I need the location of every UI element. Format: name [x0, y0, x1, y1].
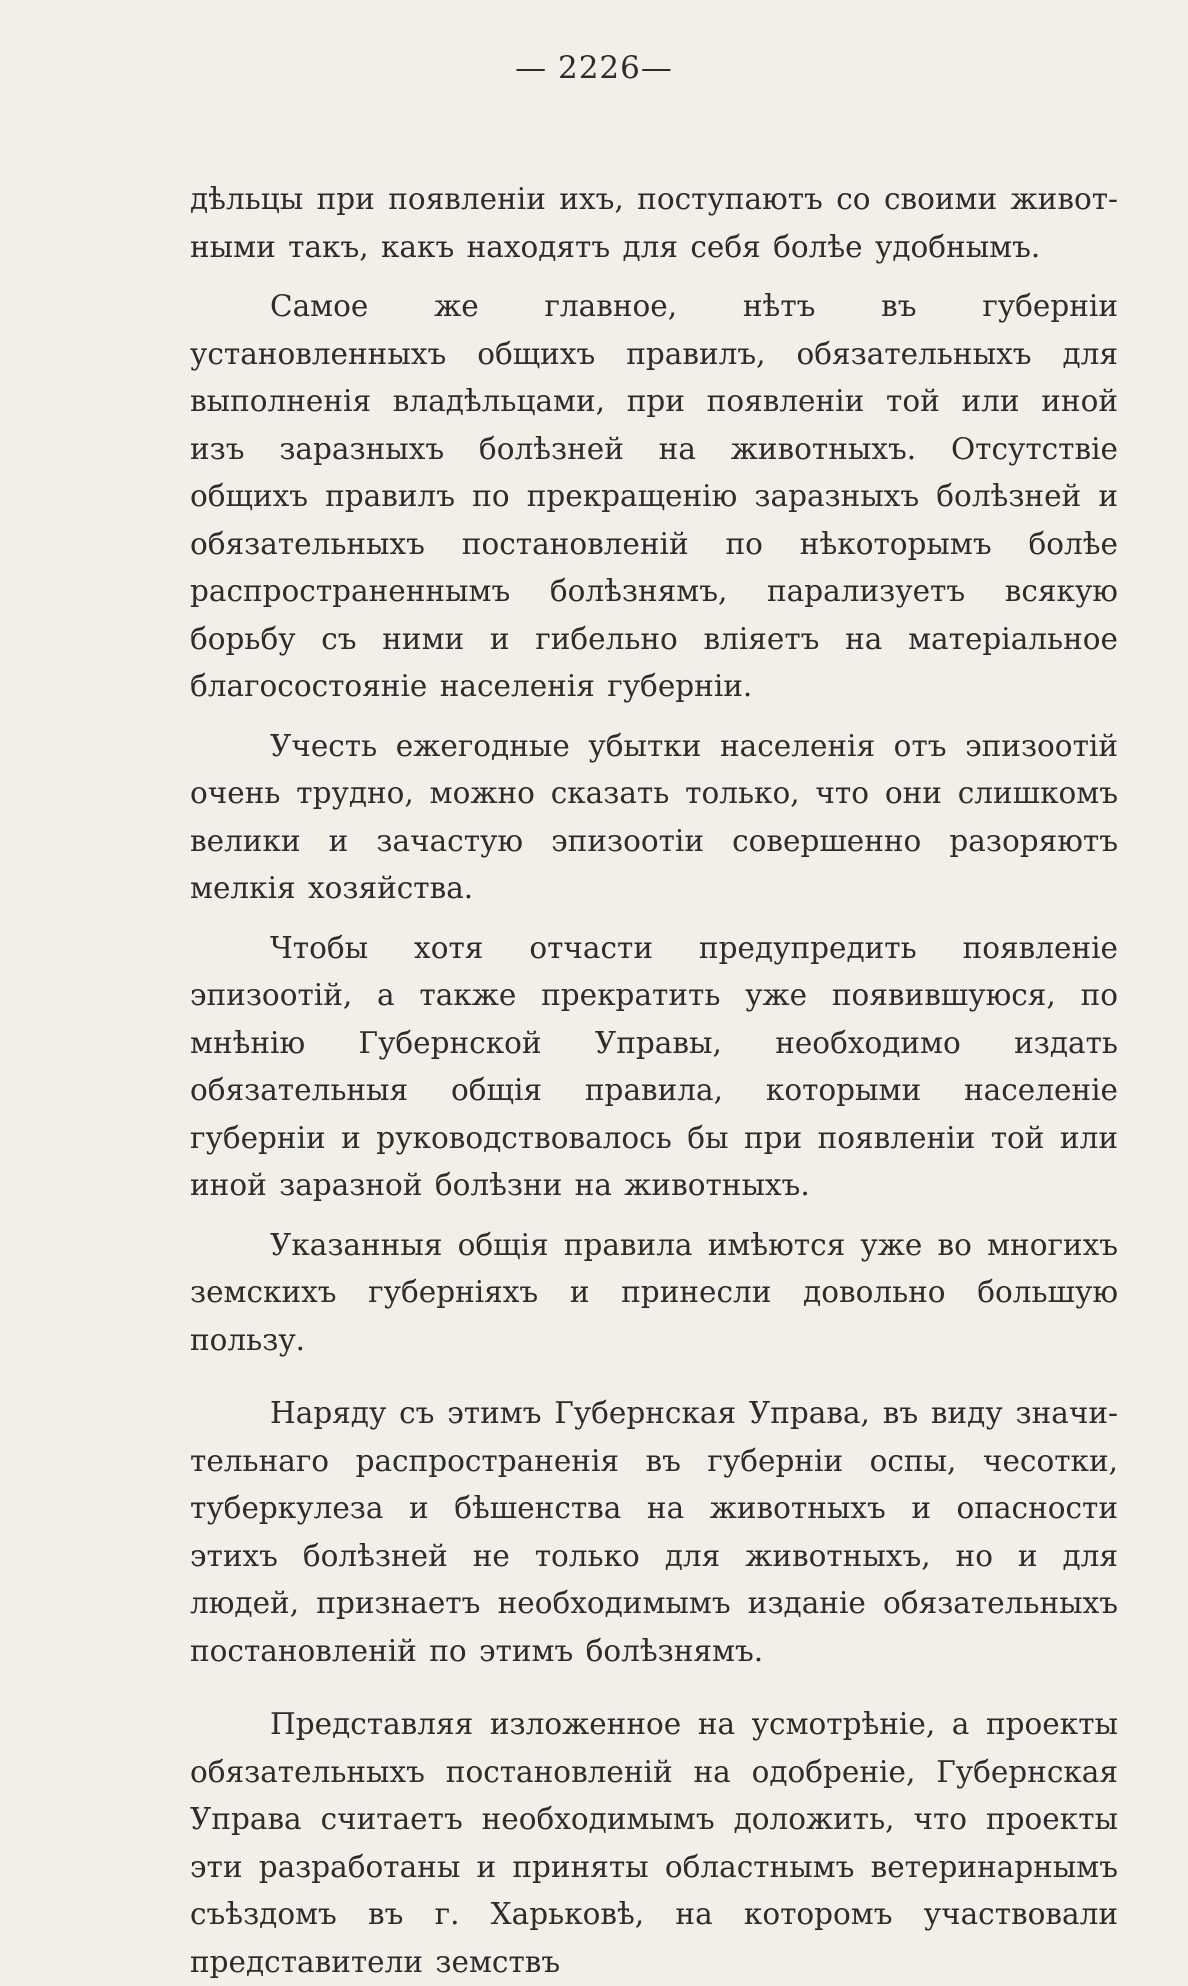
- paragraph-submission: Представляя изложенное на усмотрѣніе, а проекты обязательныхъ постановленій на одобреніе, Губернская Управа считаетъ необходимымъ доложить, что проекты эти разработаны и приняты областнымъ ветеринарнымъ съѣздомъ въ г. Харьковѣ, на которомъ участвовали представители земствъ: [190, 1707, 1118, 1979]
- page-number: — 2226—: [515, 50, 673, 86]
- paragraph-specific-diseases: Наряду съ этимъ Губернская Управа, въ виду значительнаго распространенія въ губерніи оспы, чесотки, туберкулеза и бѣшенства на животныхъ и опасности этихъ болѣзней не только для животныхъ, но и для людей, признаетъ необходимымъ изданіе обязательныхъ постановленій по этимъ болѣзнямъ.: [190, 1396, 1118, 1668]
- paragraph-prevention: Чтобы хотя отчасти предупредить появленіе эпизоотій, а также прекратить уже появившуюся, по мнѣнію Губернской Управы, необходимо издать обязательныя общія правила, которыми населеніе губерніи и руководствовалось бы при появленіи той или иной заразной болѣзни на животныхъ.: [190, 930, 1118, 1202]
- paragraph-continuation: дѣльцы при появленіи ихъ, поступаютъ со своими животными такъ, какъ находятъ для себя болѣе удобнымъ.: [190, 182, 1118, 264]
- paragraph-existing-rules: Указанныя общія правила имѣются уже во многихъ земскихъ губерніяхъ и принесли довольно большую пользу.: [190, 1227, 1118, 1357]
- paragraph-losses: Учесть ежегодные убытки населенія отъ эпизоотій очень трудно, можно сказать только, что они слишкомъ велики и зачастую эпизоотіи совершенно разоряютъ мелкія хозяйства.: [190, 728, 1118, 905]
- paragraph-main-issue: Самое же главное, нѣтъ въ губерніи установленныхъ общихъ правилъ, обязательныхъ для выполненія владѣльцами, при появленіи той или иной изъ заразныхъ болѣзней на животныхъ. Отсутствіе общихъ правилъ по прекращенію заразныхъ болѣзней и обязательныхъ постановленій по нѣкоторымъ болѣе распространеннымъ болѣзнямъ, парализуетъ всякую борьбу съ ними и гибельно вліяетъ на матеріальное благосостояніе населенія губерніи.: [190, 289, 1118, 703]
